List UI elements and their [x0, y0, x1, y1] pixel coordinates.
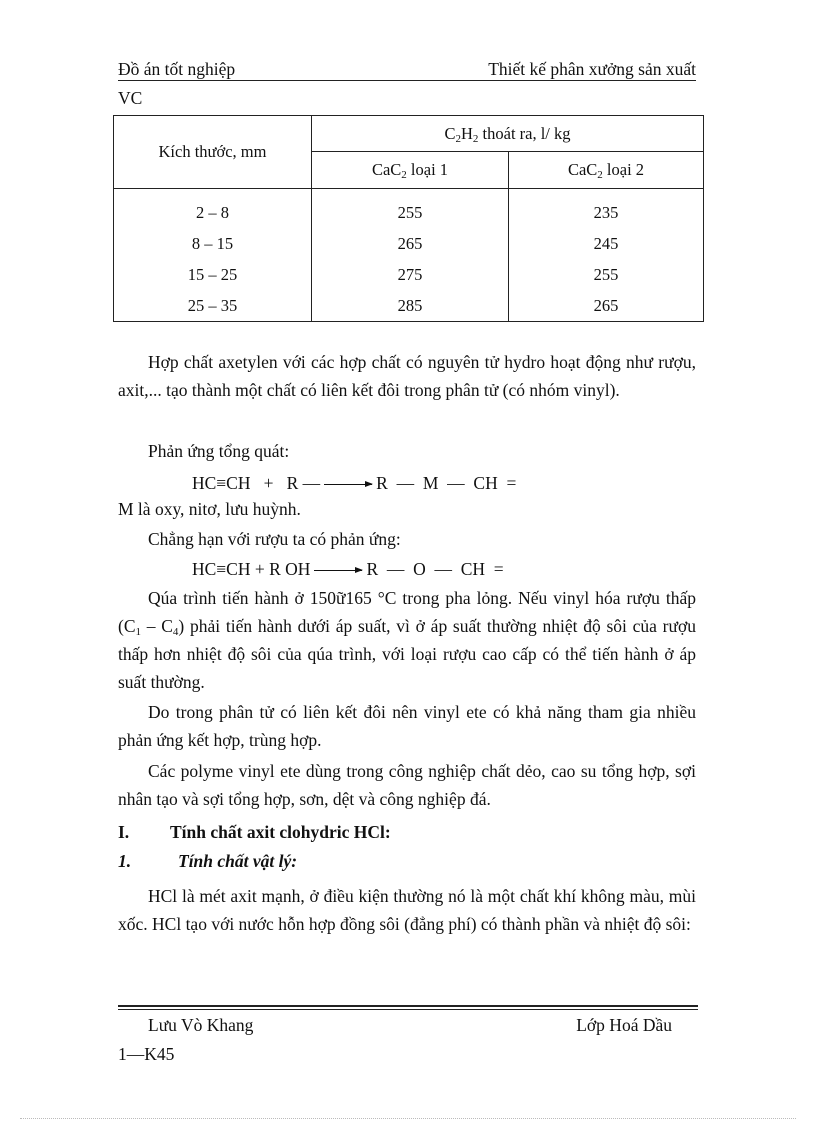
table-cell: 2 – 8	[196, 203, 229, 222]
table-cell: 265	[593, 296, 619, 315]
equation-lhs: HC≡CH + R —	[192, 473, 321, 493]
table-cell: 275	[397, 265, 423, 284]
table-body-row	[114, 189, 704, 322]
table-cell: 245	[593, 234, 619, 253]
col-type2-header: CaC$_2$ loại 2	[509, 152, 704, 189]
yield-table	[113, 115, 704, 322]
col-type1-header: CaC$_2$ loại 1	[312, 152, 509, 189]
table-cell: 265	[397, 234, 423, 253]
header-left: Đồ án tốt nghiệp	[118, 59, 236, 79]
paragraph-2: Phản ứng tổng quát:	[148, 441, 290, 461]
section-title: Tính chất axit clohydric HCl:	[170, 822, 391, 842]
paragraph-1: Hợp chất axetylen với các hợp chất có nguyên tử hydro hoạt động như rượu, axit,... tạo thành một chất có liên kết đôi trong phân tử (có nhóm vinyl).	[118, 352, 696, 400]
table-cell: 255	[593, 265, 619, 284]
equation-lhs: HC≡CH + R OH	[192, 559, 311, 579]
reaction-arrow-icon	[324, 484, 372, 485]
footer-rule	[118, 1005, 698, 1007]
equation-rhs: R — M — CH =	[376, 473, 517, 493]
section-number: I.	[118, 822, 130, 842]
reaction-arrow-icon	[314, 570, 362, 571]
group-header: $C_2H_2$ thoát ra, l/ kg	[312, 116, 704, 152]
paragraph-6: Do trong phân tử có liên kết đôi nên vinyl ete có khả năng tham gia nhiều phản ứng kết hợp, trùng hợp.	[118, 702, 696, 750]
table-cell: 235	[593, 203, 619, 222]
footer-class: Lớp Hoá Dầu	[576, 1015, 672, 1035]
paragraph-8: HCl là mét axit mạnh, ở điều kiện thường nó là một chất khí không màu, mùi xốc. HCl tạo với nước hỗn hợp đồng sôi (đẳng phí) có thành phần và nhiệt độ sôi:	[118, 886, 696, 934]
subsection-number: 1.	[118, 851, 132, 871]
col-size-values	[114, 189, 312, 322]
page-edge-dots	[20, 1118, 796, 1119]
footer-rule-thin	[118, 1009, 698, 1010]
col-size-header: Kích thước, mm	[114, 116, 312, 189]
subsection-title: Tính chất vật lý:	[178, 851, 298, 871]
paragraph-3: M là oxy, nitơ, lưu huỳnh.	[118, 499, 301, 519]
equation-general	[192, 473, 516, 494]
header-rule	[118, 80, 696, 81]
table-cell: 8 – 15	[191, 234, 234, 253]
table-cell: 25 – 35	[187, 296, 238, 315]
paragraph-5: Qúa trình tiến hành ở 150ữ165 °C trong pha lỏng. Nếu vinyl hóa rượu thấp $(C_1 - C_4)$ phải tiến hành dưới áp suất, vì ở áp suất thường nhiệt độ sôi của rượu thấp hơn nhiệt độ sôi của qúa trình, với loại rượu cao cấp có thể tiến hành ở áp suất thường.	[118, 588, 696, 692]
table-cell: 15 – 25	[187, 265, 238, 284]
paragraph-7: Các polyme vinyl ete dùng trong công nghiệp chất dẻo, cao su tổng hợp, sợi nhân tạo và sợi tổng hợp, sơn, dệt và công nghiệp đá.	[118, 761, 696, 809]
equation-rhs: R — O — CH =	[366, 559, 504, 579]
col-type2-values	[509, 189, 704, 322]
header-continuation: VC	[118, 88, 143, 108]
footer-class-code: 1—K45	[118, 1044, 175, 1064]
header-right: Thiết kế phân xưởng sản xuất	[488, 59, 696, 79]
table-cell: 285	[397, 296, 423, 315]
equation-alcohol	[192, 559, 504, 580]
footer-author: Lưu Vò Khang	[148, 1015, 254, 1035]
table-cell: 255	[397, 203, 423, 222]
paragraph-4: Chẳng hạn với rượu ta có phản ứng:	[148, 529, 401, 549]
table-header-row	[114, 116, 704, 152]
col-type1-values	[312, 189, 509, 322]
